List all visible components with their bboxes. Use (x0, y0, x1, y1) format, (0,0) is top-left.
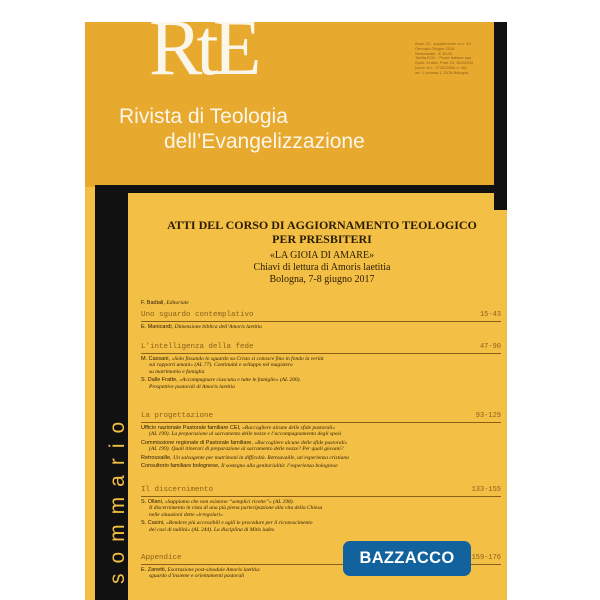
entry-author: Ufficio nazionale Pastorale familiare CEI, (141, 424, 241, 431)
sommario-bar (95, 192, 128, 600)
entry-title-cont: nelle situazioni dette «irregolari» (149, 512, 223, 519)
entry-title: «Sappiamo che non esistono “semplici ricette”» (AL 298). (164, 498, 294, 505)
book-cover (85, 22, 507, 600)
entry-author: E. Zanetti, (141, 566, 167, 573)
info-line: Semestrale - € 35,00 (415, 50, 453, 56)
entry-author: Consultorio familiare bolognese, (141, 462, 220, 469)
subtitle-line2: Chiavi di lettura di Amoris laetitia (253, 262, 391, 273)
entry-author: S. Dalle Fratte, (141, 377, 178, 384)
entry-title-cont: Prospettive pastorali di Amoris laetitia (149, 384, 235, 391)
subtitle-line3: Bologna, 7-8 giugno 2017 (269, 274, 375, 285)
entry-title: Esortazione post-sinodale Amoris laetitia: (167, 566, 261, 573)
entry-title-cont: Il discernimento in vista di una più piena partecipazione alla vita della Chiesa (149, 505, 323, 512)
journal-logo: RtE (149, 22, 256, 92)
toc-entry (141, 499, 501, 519)
section-title: Uno sguardo contemplativo (141, 311, 254, 319)
toc-entry (141, 324, 501, 331)
toc-section (141, 311, 501, 330)
section-pages: 47-90 (479, 343, 501, 351)
title-line2: PER PRESBITERI (272, 232, 372, 246)
bazzacco-badge: BAZZACCO (343, 541, 471, 576)
publication-info (415, 42, 495, 76)
section-pages: 93-129 (475, 412, 501, 420)
entry-title-cont: sui rapporti umani» (AL 77). Continuità e sviluppo nel magistero (149, 362, 293, 369)
entry-title-cont: su matrimonio e famiglia (149, 369, 205, 376)
info-line: Tariffa ROC - Poste Italiane spa (415, 55, 472, 61)
entry-author: Retrouvaille, (141, 454, 172, 461)
entry-author: E. Manicardi, (141, 323, 174, 330)
section-header (141, 311, 501, 322)
subtitle-line1: «LA GIOIA DI AMARE» (269, 250, 375, 261)
editorial-author: F. Badiali, (141, 300, 165, 306)
entry-author: M. Cassani, (141, 355, 171, 362)
section-header (141, 412, 501, 423)
sommario-label: sommario (106, 411, 129, 584)
entry-title: Il sostegno alla genitorialità: l’esperienza bolognese (221, 462, 338, 469)
toc-entry (141, 440, 501, 454)
toc-section (141, 486, 501, 534)
entry-title: «Raccogliere alcune delle sfide pastorali» (242, 424, 336, 431)
journal-name (119, 104, 389, 154)
section-pages: 15-43 (479, 311, 501, 319)
title-line1: ATTI DEL CORSO DI AGGIORNAMENTO TEOLOGICO (167, 218, 477, 232)
cover-header (85, 22, 507, 187)
section-title: Il discernimento (141, 486, 214, 494)
toc-entry (141, 463, 501, 470)
toc-section (141, 343, 501, 391)
entry-title-cont: (AL 199). La preparazione al sacramento delle nozze e l’accompagnamento degli sposi (149, 431, 342, 438)
toc-entry (141, 425, 501, 439)
info-line: Gennaio-Giugno 2018 (415, 45, 455, 51)
journal-name-line2: dell’Evangelizzazione (164, 130, 365, 153)
toc-entry (141, 455, 501, 462)
issue-title (147, 218, 497, 246)
entry-title-cont: dei casi di nullità» (AL 244). La disciplina di Mitis iudex (149, 527, 275, 534)
journal-name-line1: Rivista di Teologia (119, 105, 288, 128)
section-title: Appendice (141, 554, 182, 562)
entry-title-cont: (AL 199). Quali itinerari di preparazione al sacramento delle nozze? Per quali giovani? (149, 446, 344, 453)
section-header (141, 486, 501, 497)
entry-title: «Solo fissando lo sguardo su Cristo si conosce fino in fondo la verità (171, 355, 324, 362)
section-pages: 133-155 (471, 486, 501, 494)
editorial-entry (141, 300, 189, 306)
toc-entry (141, 377, 501, 391)
section-title: L’intelligenza della fede (141, 343, 254, 351)
info-line: (conv. in L. 27/02/2004 n. 46) (415, 64, 467, 70)
entry-author: S. Ollani, (141, 498, 164, 505)
editorial-title: Editoriale (166, 300, 189, 306)
toc-section (141, 412, 501, 470)
header-black-bar (95, 185, 495, 193)
toc-entry (141, 356, 501, 376)
entry-title: «Accompagnare ciascuna e tutte le famiglie» (AL 200). (179, 377, 301, 384)
entry-title-cont: sguardo d’insieme e orientamenti pastorali (149, 573, 245, 580)
section-header (141, 343, 501, 354)
info-line: Anno 22 - supplemento al n. 43 (415, 41, 471, 46)
side-black-bar (494, 22, 507, 210)
section-title: La progettazione (141, 412, 214, 420)
entry-title: «Raccogliere alcune delle sfide pastorali» (254, 439, 348, 446)
section-pages: 159-176 (471, 554, 501, 562)
toc-entry (141, 520, 501, 534)
info-line: Sped. in Abb. Post. DL 353/2003 (415, 60, 473, 66)
info-line: art. 1 comma 1, DCB Bologna (415, 69, 469, 75)
issue-subtitle (147, 250, 497, 286)
entry-title: Un salvagente per matrimoni in difficoltà. Retrouvaille, un’esperienza cristiana (173, 454, 349, 461)
entry-author: S. Casini, (141, 520, 165, 527)
entry-title: Dimensione biblica dell’Amoris laetitia (174, 323, 262, 330)
entry-author: Commissione regionale di Pastorale familiare, (141, 439, 253, 446)
entry-title: «Rendere più accessibili e agili le procedure per il riconoscimento (166, 520, 313, 527)
